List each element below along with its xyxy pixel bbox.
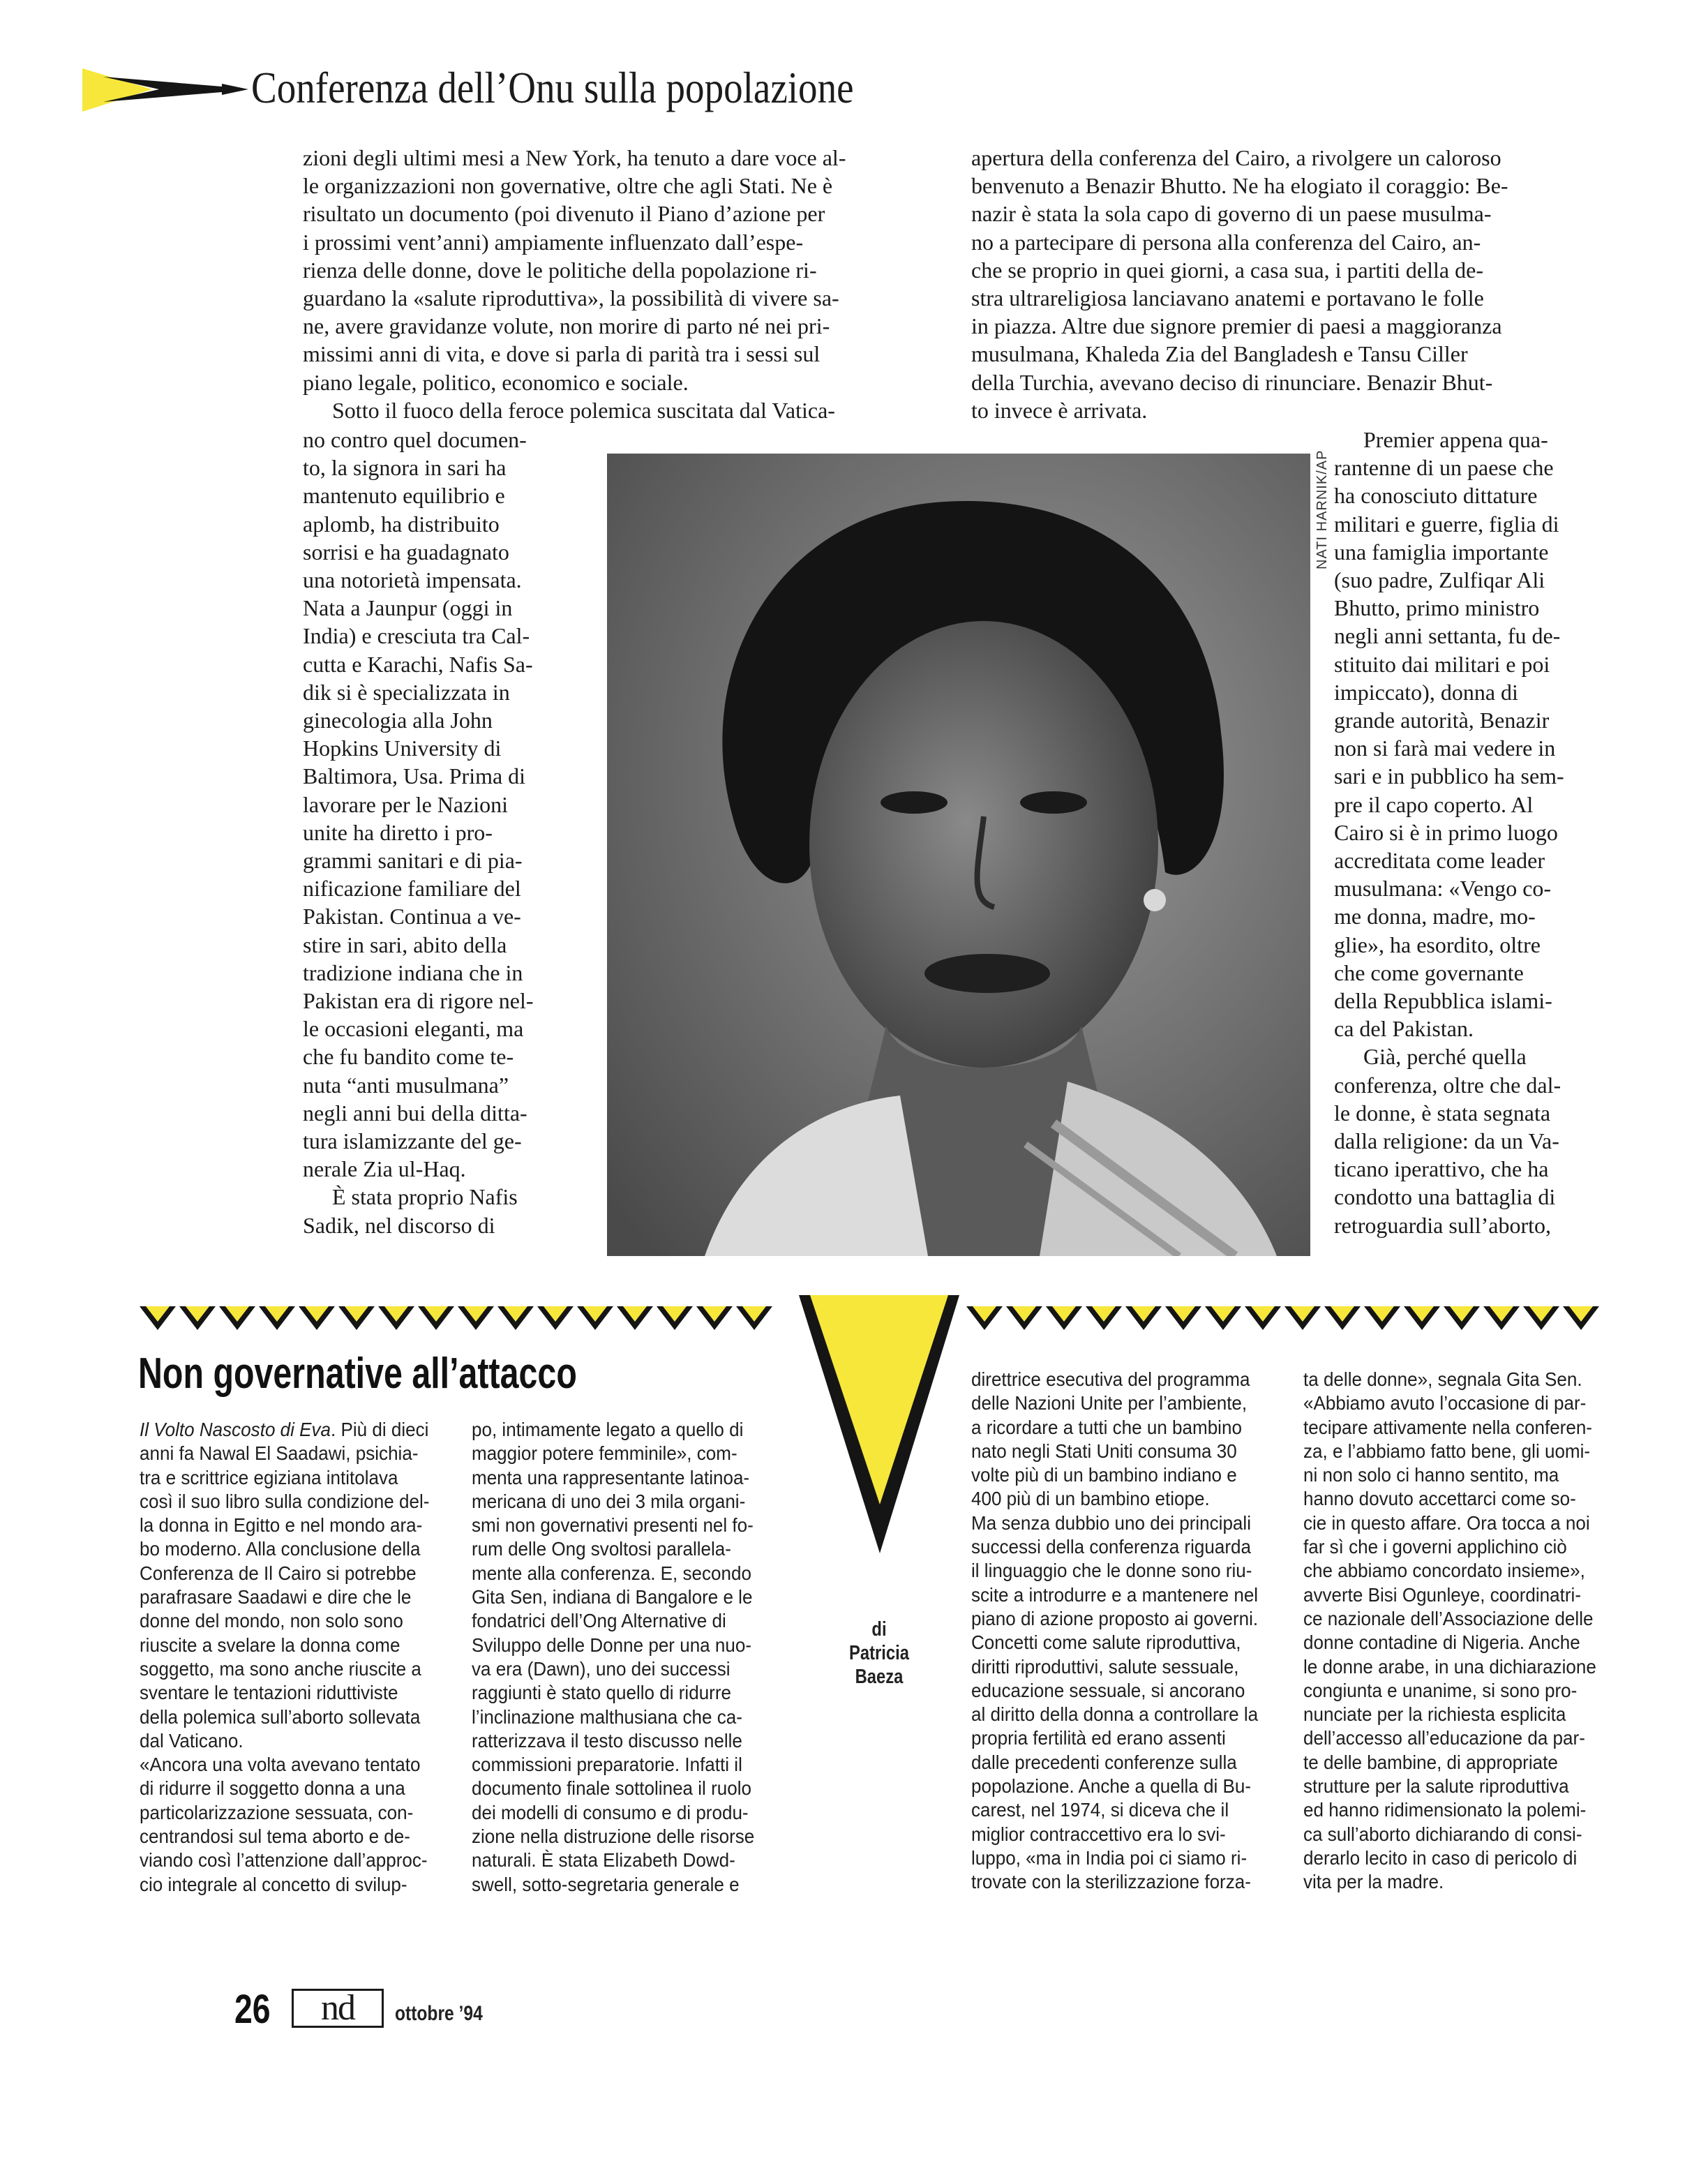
section-header-title: Conferenza dell’Onu sulla popolazione (251, 63, 854, 112)
article-column-2-top (971, 144, 1608, 424)
sidebar-paragraph: direttrice esecutiva del programma delle Nazioni Unite per l’ambiente, a ricordare a tutti che un bambino nato negli Stati Uniti consuma 30 volte più di un bambino indiano e 400 più di un bambino etiope. (971, 1368, 1250, 1510)
sidebar-paragraph: Ma senza dubbio uno dei principali successi della conferenza riguarda il linguaggio che le donne sono riu- scite a introdurre e a mantenere nel piano di azione proposto ai governi. Concetti come salute riproduttiva, diritti riproduttivi, salute sessuale, educazione sessuale, si ancorano al diritto della donna a controllare la propria fertilità ed erano assenti dalle precedenti conferenze sulla popolazione. Anche a quella di Bu- carest, nel 1974, si diceva che il miglior contraccettivo era lo svi- luppo, «ma in India poi ci siamo ri- trovate con la sterilizzazione forza- (971, 1511, 1259, 1893)
book-title: Il Volto Nascosto di Eva (140, 1419, 331, 1440)
chevron-down-icon (179, 1306, 216, 1331)
chevron-down-icon (537, 1306, 574, 1331)
chevron-down-icon (1324, 1306, 1361, 1331)
chevron-down-icon (497, 1306, 534, 1331)
sidebar-title: Non governative all’attacco (138, 1350, 577, 1398)
chevron-down-icon (338, 1306, 375, 1331)
article-paragraph: zioni degli ultimi mesi a New York, ha tenuto a dare voce al- le organizzazioni non governative, oltre che agli Stati. Ne è risultato un documento (poi divenuto il Piano d’azione per i prossimi vent’anni) ampiamente influenzato dall’espe- rienza delle donne, dove le politiche della popolazione ri- guardano la «salute riproduttiva», la possibilità di vivere sa- ne, avere gravidanze volute, non morire di parto né nei pri- missimi anni di vita, e dove si parla di parità tra i sessi sul piano legale, politico, economico e sociale. (303, 145, 846, 395)
chevron-down-icon (1523, 1306, 1559, 1331)
chevron-down-icon (1245, 1306, 1281, 1331)
chevron-down-icon (1205, 1306, 1241, 1331)
chevron-down-icon (577, 1306, 613, 1331)
article-column-2-wrap (1334, 426, 1608, 1239)
yellow-arrow-icon (82, 61, 250, 117)
chevron-down-icon (1444, 1306, 1480, 1331)
photo-credit-text: NATI HARNIK/AP (1314, 449, 1330, 569)
portrait-photo (607, 454, 1310, 1256)
sidebar-column-4 (1303, 1368, 1620, 1895)
chevron-down-icon (696, 1306, 733, 1331)
large-v-arrow-icon (799, 1295, 959, 1553)
article-paragraph: È stata proprio Nafis Sadik, nel discorso di (303, 1184, 518, 1238)
author-byline: di Patricia Baeza (849, 1618, 909, 1688)
sidebar-paragraph (140, 1418, 463, 1753)
issue-date: ottobre ’94 (395, 2002, 483, 2025)
article-paragraph: no contro quel documen- to, la signora in sari ha mantenuto equilibrio e aplomb, ha distribuito sorrisi e ha guadagnato una notorietà impensata. Nata a Jaunpur (oggi in India) e cresciuta tra Cal- cutta e Karachi, Nafis Sa- dik si è specializzata in ginecologia alla John Hopkins University di Baltimora, Usa. Prima di lavorare per le Nazioni unite ha diretto i pro- grammi sanitari e di pia- nificazione familiare del Pakistan. Continua a ve- stire in sari, abito della tradizione indiana che in Pakistan era di rigore nel- le occasioni eleganti, ma che fu bandito come te- nuta “anti musulmana” negli anni bui della ditta- tura islamizzante del ge- nerale Zia ul-Haq. (303, 427, 534, 1182)
chevron-down-icon (1086, 1306, 1122, 1331)
sidebar-lead-text: . Più di dieci anni fa Nawal El Saadawi, psichia- tra e scrittrice egiziana intitolava così il suo libro sulla condizione del- la donna in Egitto e nel mondo ara- bo moderno. Alla conclusione della Conferenza de Il Cairo si potrebbe parafrasare Saadawi e dire che le donne del mondo, non solo sono riuscite a svelare la donna come soggetto, ma sono anche riuscite a sventare le tentazioni riduttiviste della polemica sull’aborto sollevata dal Vaticano. (140, 1419, 430, 1751)
sidebar-column-3 (971, 1368, 1288, 1895)
chevron-down-icon (1563, 1306, 1599, 1331)
sidebar-column-1 (140, 1418, 463, 1897)
chevron-down-icon (617, 1306, 653, 1331)
chevron-down-icon (1006, 1306, 1042, 1331)
chevron-down-icon (1125, 1306, 1162, 1331)
article-paragraph: Già, perché quella conferenza, oltre che dal- le donne, è stata segnata dalla religione: da un Va- ticano iperattivo, che ha condotto una battaglia di retroguardia sull’aborto, (1334, 1044, 1561, 1238)
chevron-row-left (140, 1306, 776, 1337)
chevron-down-icon (736, 1306, 772, 1331)
chevron-down-icon (657, 1306, 693, 1331)
chevron-down-icon (1404, 1306, 1440, 1331)
chevron-down-icon (966, 1306, 1003, 1331)
magazine-logo: nd (292, 1989, 384, 2028)
sidebar-paragraph: po, intimamente legato a quello di maggior potere femminile», com- menta una rappresentante latinoa- mericana di uno dei 3 mila organi- smi non governativi presenti nel fo- rum delle Ong svoltosi parallela- mente alla conferenza. E, secondo Gita Sen, indiana di Bangalore e le fondatrici dell’Ong Alternative di Sviluppo delle Donne per una nuo- va era (Dawn), uno dei successi raggiunti è stato quello di ridurre l’inclinazione malthusiana che ca- ratterizzava il testo discusso nelle commissioni preparatorie. Infatti il documento finale sottolinea il ruolo dei modelli di consumo e di produ- zione nella distruzione delle risorse naturali. È stata Elizabeth Dowd- swell, sotto-segretaria generale e (472, 1419, 755, 1895)
chevron-down-icon (458, 1306, 494, 1331)
article-paragraph: Sotto il fuoco della feroce polemica suscitata dal Vatica- (332, 397, 835, 423)
page-number: 26 (234, 1987, 271, 2032)
chevron-down-icon (378, 1306, 414, 1331)
chevron-down-icon (1046, 1306, 1082, 1331)
article-column-1-wrap (303, 426, 582, 1239)
chevron-down-icon (418, 1306, 454, 1331)
chevron-down-icon (1165, 1306, 1201, 1331)
chevron-down-icon (219, 1306, 255, 1331)
sidebar-paragraph: «Ancora una volta avevano tentato di ridurre il soggetto donna a una particolarizzazione sessuata, con- centrandosi sul tema aborto e de- viando così l’attenzione dall’approc- cio integrale al concetto di svilup- (140, 1754, 428, 1895)
chevron-down-icon (299, 1306, 335, 1331)
article-column-1-top (303, 144, 945, 424)
chevron-down-icon (1483, 1306, 1520, 1331)
sidebar-column-2 (472, 1418, 795, 1897)
chevron-down-icon (1284, 1306, 1321, 1331)
chevron-down-icon (1364, 1306, 1400, 1331)
article-paragraph: Premier appena qua- rantenne di un paese che ha conosciuto dittature militari e guerre, figlia di una famiglia importante (suo padre, Zulfiqar Ali Bhutto, primo ministro negli anni settanta, fu de- stituito dai militari e poi impiccato), donna di grande autorità, Benazir non si farà mai vedere in sari e in pubblico ha sem- pre il capo coperto. Al Cairo si è in primo luogo accreditata come leader musulmana: «Vengo co- me donna, madre, mo- glie», ha esordito, oltre che come governante della Repubblica islami- ca del Pakistan. (1334, 427, 1564, 1042)
portrait-illustration (607, 454, 1310, 1256)
photo-credit (1312, 451, 1335, 569)
chevron-down-icon (140, 1306, 176, 1331)
article-paragraph: apertura della conferenza del Cairo, a rivolgere un caloroso benvenuto a Benazir Bhutto. Ne ha elogiato il coraggio: Be- nazir è stata la sola capo di governo di un paese musulma- no a partecipare di persona alla conferenza del Cairo, an- che se proprio in quei giorni, a casa sua, i partiti della de- stra ultrareligiosa lanciavano anatemi e portavano le folle in piazza. Altre due signore premier di paesi a maggioranza musulmana, Khaleda Zia del Bangladesh e Tansu Ciller della Turchia, avevano deciso di rinunciare. Benazir Bhut- to invece è arrivata. (971, 145, 1508, 423)
chevron-down-icon (259, 1306, 295, 1331)
chevron-row-right (966, 1306, 1603, 1337)
sidebar-paragraph: ta delle donne», segnala Gita Sen. «Abbiamo avuto l’occasione di par- tecipare attivamente nella conferen- za, e l’abbiamo fatto bene, gli uomi- ni non solo ci hanno sentito, ma hanno dovuto accettarci come so- cie in questo affare. Ora tocca a noi far sì che i governi applichino ciò che abbiamo concordato insieme», avverte Bisi Ogunleye, coordinatri- ce nazionale dell’Associazione delle donne contadine di Nigeria. Anche le donne arabe, in una dichiarazione congiunta e unanime, si sono pro- nunciate per la richiesta esplicita dell’accesso all’educazione da par- te delle bambine, di appropriate strutture per la salute riproduttiva ed hanno ridimensionato la polemi- ca sull’aborto dichiarando di consi- derarlo lecito in caso di pericolo di vita per la madre. (1303, 1368, 1596, 1893)
